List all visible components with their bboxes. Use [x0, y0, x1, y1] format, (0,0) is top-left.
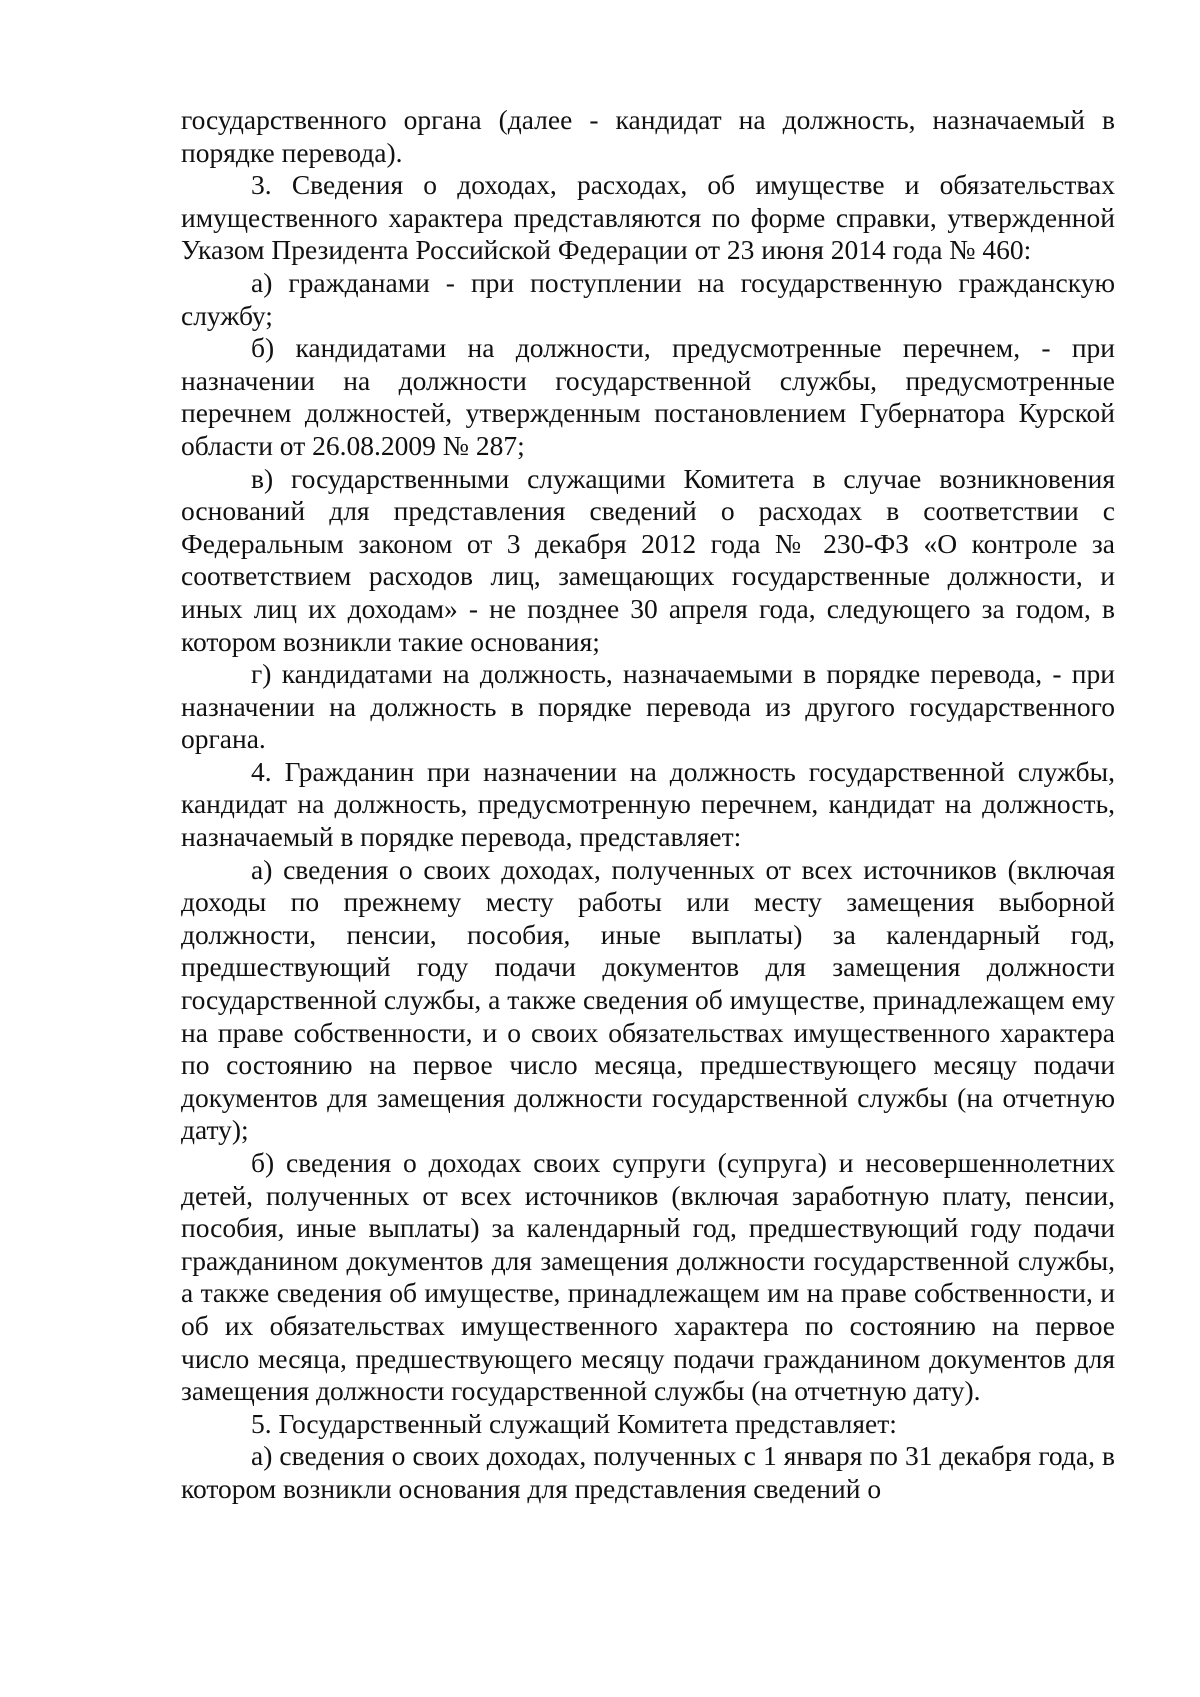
paragraph-item-4: 4. Гражданин при назначении на должность государственной службы, кандидат на должность, предусмотренную перечнем, кандидат на должность, назначаемый в порядке перевода, представляет: [181, 755, 1115, 853]
paragraph-continuation: государственного органа (далее - кандидат на должность, назначаемый в порядке перевода). [181, 104, 1115, 168]
paragraph-item-5: 5. Государственный служащий Комитета представляет: [251, 1407, 897, 1439]
document-body [181, 104, 1115, 1506]
paragraph-item-3: 3. Сведения о доходах, расходах, об имуществе и обязательствах имущественного характера представляются по форме справки, утвержденной Указом Президента Российской Федерации от 23 июня 2014 года № 460: [181, 169, 1115, 266]
paragraph-item-3b: б) кандидатами на должности, предусмотренные перечнем, - при назначении на должности государственной службы, предусмотренные перечнем должностей, утвержденным постановлением Губернатора Курской области от 26.08.2009 № 287; [181, 332, 1115, 461]
paragraph-item-3v: в) государственными служащими Комитета в случае возникновения оснований для представления сведений о расходах в соответствии с Федеральным законом от 3 декабря 2012 года № 230-ФЗ «О контроле за соответствием расходов лиц, замещающих государственные должности, и иных лиц их доходам» - не позднее 30 апреля года, следующего за годом, в котором возникли такие основания; [181, 462, 1115, 657]
paragraph-item-4b: б) сведения о доходах своих супруги (супруга) и несовершеннолетних детей, полученных от всех источников (включая заработную плату, пенсии, пособия, иные выплаты) за календарный год, предшествующий году подачи гражданином документов для замещения должности государственной службы, а также сведения об имуществе, принадлежащем им на праве собственности, и об их обязательствах имущественного характера по состоянию на первое число месяца, предшествующего месяцу подачи гражданином документов для замещения должности государственной службы (на отчетную дату). [181, 1147, 1115, 1407]
paragraph-item-5a: а) сведения о своих доходах, полученных с 1 января по 31 декабря года, в котором возникли основания для представления сведений о [181, 1440, 1115, 1504]
paragraph-item-3g: г) кандидатами на должность, назначаемыми в порядке перевода, - при назначении на должность в порядке перевода из другого государственного органа. [181, 658, 1115, 755]
paragraph-item-4a: а) сведения о своих доходах, полученных от всех источников (включая доходы по прежнему месту работы или месту замещения выборной должности, пенсии, пособия, иные выплаты) за календарный год, предшествующий году подачи документов для замещения должности государственной службы, а также сведения об имуществе, принадлежащем ему на праве собственности, и о своих обязательствах имущественного характера по состоянию на первое число месяца, предшествующего месяцу подачи документов для замещения должности государственной службы (на отчетную дату); [181, 853, 1115, 1146]
paragraph-item-3a: а) гражданами - при поступлении на государственную гражданскую службу; [181, 266, 1115, 331]
